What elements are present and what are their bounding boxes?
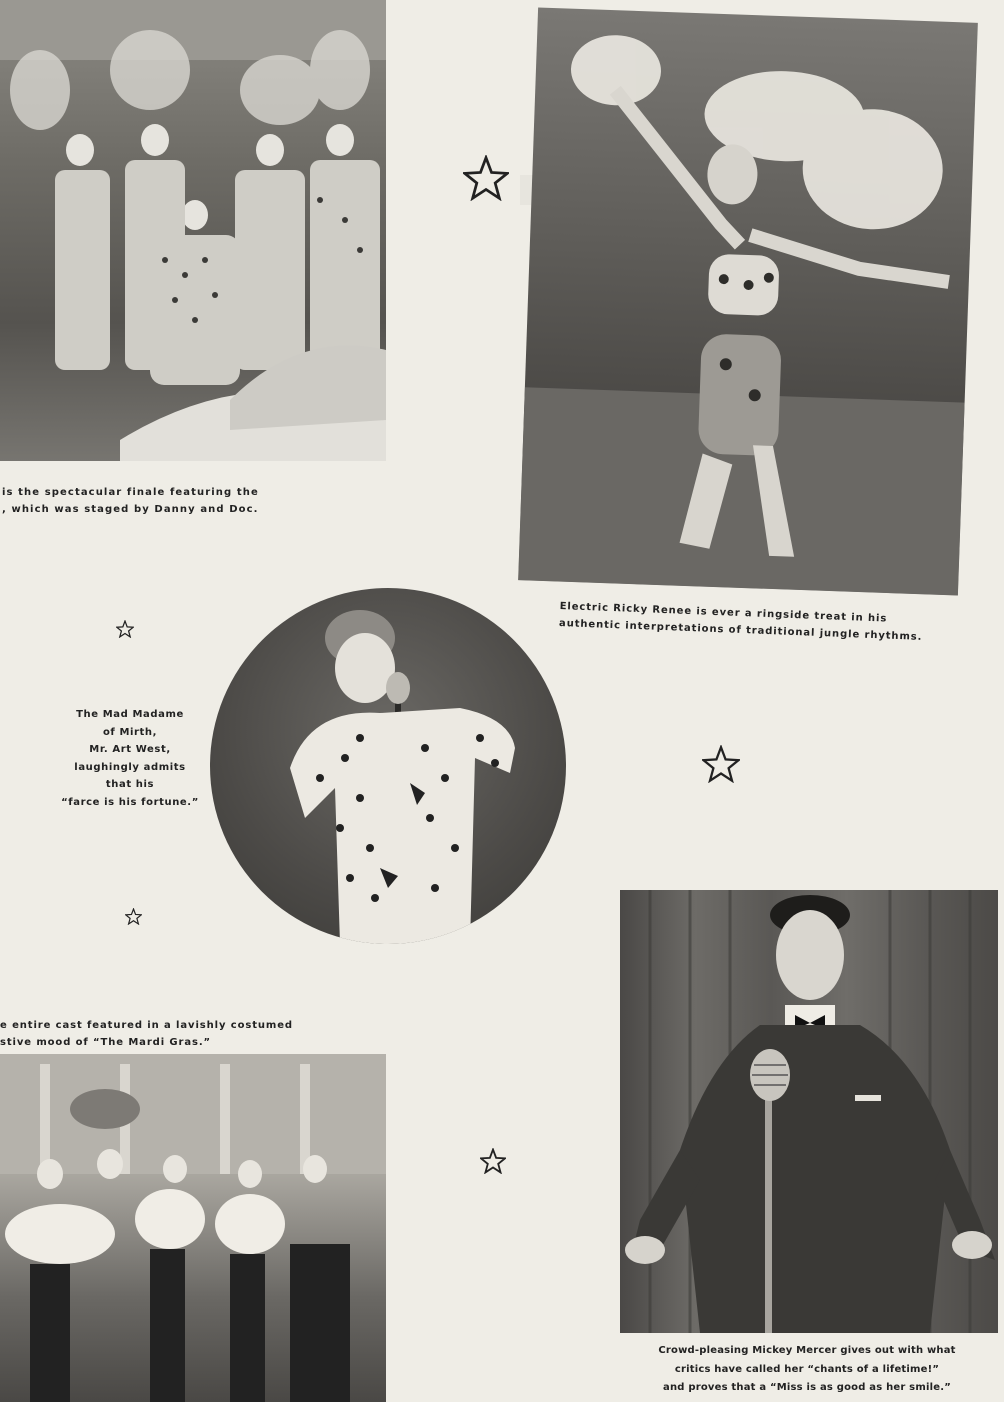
- art-west-caption-line-1: The Mad Madame: [76, 709, 184, 720]
- mickey-caption: [622, 1342, 992, 1398]
- large-star-icon-1: [463, 155, 509, 201]
- mardi-gras-caption-line-2: stive mood of “The Mardi Gras.”: [0, 1037, 212, 1048]
- finale-caption-line-2: , which was staged by Danny and Doc.: [2, 504, 259, 515]
- ricky-renee-dancer-photo: [518, 7, 978, 595]
- art-west-circle-photo: [210, 588, 566, 944]
- art-west-caption-line-3: Mr. Art West,: [89, 744, 171, 755]
- medium-star-icon-3: [480, 1148, 506, 1174]
- small-star-icon-2: [125, 908, 142, 925]
- ricky-caption-line-2: authentic interpretations of traditional jungle rhythms.: [558, 617, 923, 643]
- mardi-gras-cast-photo: [0, 1054, 386, 1402]
- mickey-caption-line-2: critics have called her “chants of a lifetime!”: [674, 1363, 940, 1375]
- art-west-caption-line-6: “farce is his fortune.”: [61, 796, 199, 808]
- art-west-caption: [40, 706, 220, 811]
- ricky-caption-line-1: Electric Ricky Renee is ever a ringside treat in his: [559, 600, 888, 625]
- finale-caption: [2, 484, 259, 518]
- mickey-caption-line-1: Crowd-pleasing Mickey Mercer gives out with what: [658, 1345, 956, 1356]
- mardi-gras-caption: [0, 1017, 293, 1051]
- mickey-mercer-singer-photo: [620, 890, 998, 1333]
- mardi-gras-caption-line-1: e entire cast featured in a lavishly costumed: [0, 1020, 293, 1031]
- large-star-icon-2: [702, 745, 740, 783]
- finale-cast-photo: [0, 0, 386, 461]
- small-star-icon-1: [116, 620, 134, 638]
- art-west-caption-line-5: that his: [105, 779, 155, 790]
- ricky-caption: [559, 598, 924, 646]
- finale-caption-line-1: is the spectacular finale featuring the: [2, 487, 259, 498]
- mickey-caption-line-3: and proves that a “Miss is as good as her smile.”: [663, 1382, 951, 1393]
- art-west-caption-line-2: of Mirth,: [102, 726, 158, 738]
- art-west-caption-line-4: laughingly admits: [74, 761, 186, 773]
